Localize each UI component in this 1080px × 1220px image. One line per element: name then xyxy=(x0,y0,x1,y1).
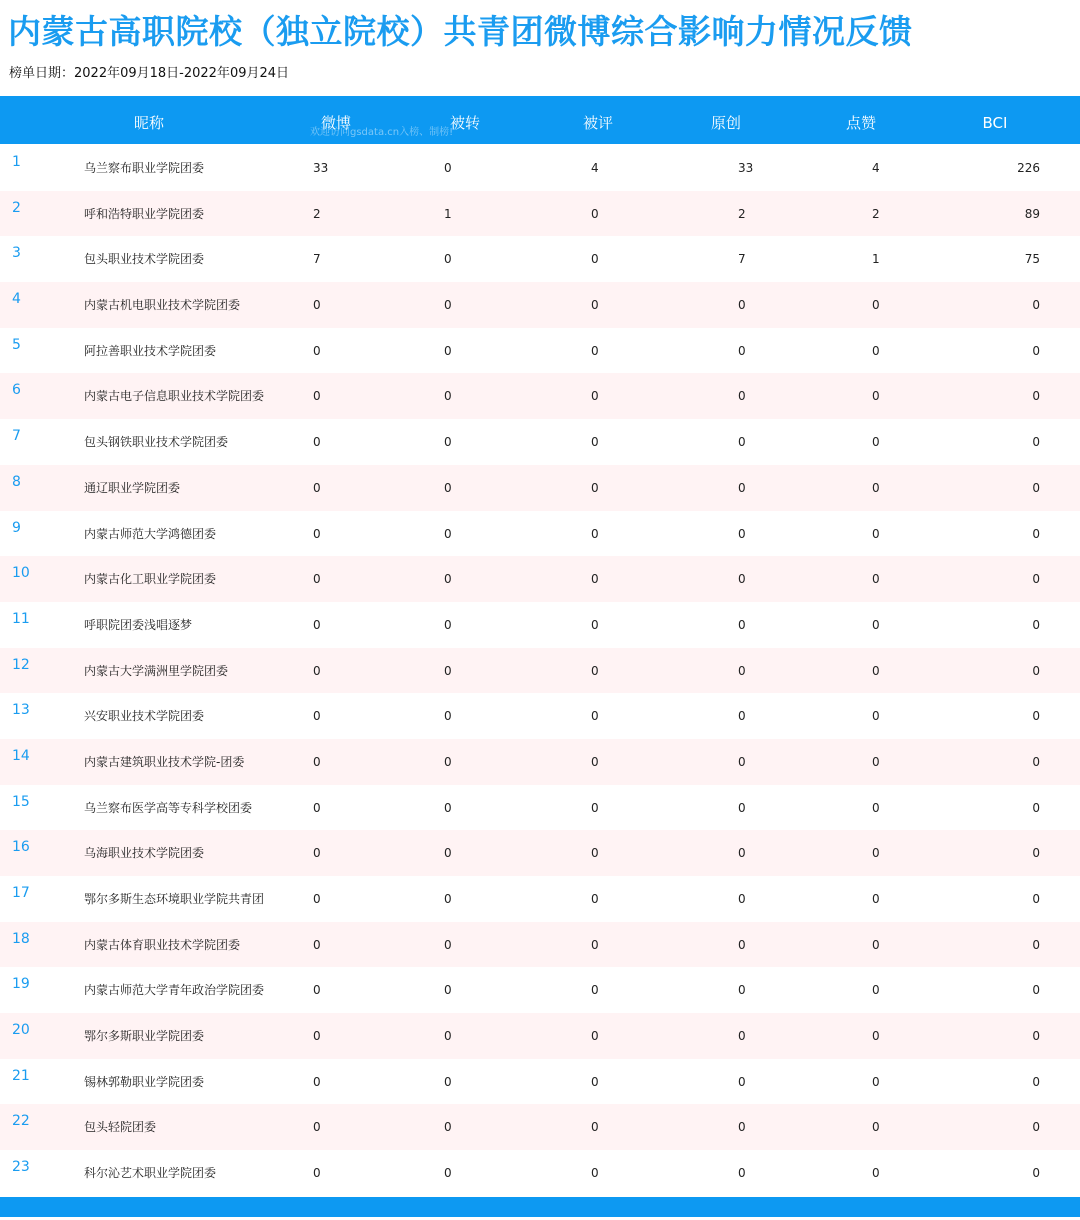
header-bci: BCI xyxy=(982,114,1008,132)
repost-count: 0 xyxy=(444,617,452,632)
weibo-count: 0 xyxy=(313,1166,321,1181)
like-count: 0 xyxy=(872,983,880,998)
weibo-count: 0 xyxy=(313,1074,321,1089)
account-name: 鄂尔多斯职业学院团委 xyxy=(84,1029,205,1044)
weibo-count: 0 xyxy=(313,572,321,587)
bci-score: 0 xyxy=(1032,663,1040,678)
original-count: 0 xyxy=(738,1029,746,1044)
like-count: 0 xyxy=(872,800,880,815)
table-row xyxy=(0,648,1080,694)
like-count: 0 xyxy=(872,1120,880,1135)
table-row xyxy=(0,236,1080,282)
repost-count: 0 xyxy=(444,161,452,175)
bci-score: 0 xyxy=(1032,526,1040,541)
comment-count: 0 xyxy=(591,572,599,587)
original-count: 0 xyxy=(738,892,746,906)
date-range: 榜单日期：2022年09月18日-2022年09月24日 xyxy=(9,66,290,81)
comment-count: 0 xyxy=(591,754,599,769)
like-count: 0 xyxy=(872,1166,880,1181)
page-title: 内蒙古高职院校（独立院校）共青团微博综合影响力情况反馈 xyxy=(8,12,913,51)
bci-score: 0 xyxy=(1032,892,1040,906)
weibo-count: 0 xyxy=(313,800,321,815)
repost-count: 0 xyxy=(444,937,452,952)
like-count: 2 xyxy=(872,206,880,221)
bci-score: 0 xyxy=(1032,983,1040,998)
repost-count: 0 xyxy=(444,252,452,267)
original-count: 0 xyxy=(738,526,746,541)
table-footer-bar xyxy=(0,1197,1080,1217)
weibo-count: 2 xyxy=(313,206,321,221)
bci-score: 0 xyxy=(1032,343,1040,358)
account-name: 内蒙古电子信息职业技术学院团委 xyxy=(84,389,265,404)
table-row xyxy=(0,967,1080,1013)
original-count: 0 xyxy=(738,937,746,952)
table-row xyxy=(0,876,1080,922)
comment-count: 0 xyxy=(591,663,599,678)
bci-score: 0 xyxy=(1032,298,1040,313)
bci-score: 0 xyxy=(1032,846,1040,861)
comment-count: 0 xyxy=(591,343,599,358)
repost-count: 0 xyxy=(444,1166,452,1181)
comment-count: 0 xyxy=(591,937,599,952)
rank-number: 3 xyxy=(12,245,21,262)
repost-count: 0 xyxy=(444,892,452,906)
like-count: 0 xyxy=(872,663,880,678)
original-count: 0 xyxy=(738,572,746,587)
rank-number: 5 xyxy=(12,336,21,353)
rank-number: 22 xyxy=(12,1113,30,1130)
header-weibo: 微博 xyxy=(320,114,352,132)
weibo-count: 0 xyxy=(313,298,321,313)
original-count: 0 xyxy=(738,1166,746,1181)
repost-count: 0 xyxy=(444,480,452,495)
like-count: 0 xyxy=(872,617,880,632)
rank-number: 21 xyxy=(12,1067,30,1084)
table-row xyxy=(0,1013,1080,1059)
rank-number: 13 xyxy=(12,702,30,719)
comment-count: 0 xyxy=(591,892,599,906)
watermark-text: 欢迎访问gsdata.cn入榜、制榜! xyxy=(310,127,454,138)
account-name: 通辽职业学院团委 xyxy=(84,480,181,495)
weibo-count: 0 xyxy=(313,480,321,495)
account-name: 内蒙古机电职业技术学院团委 xyxy=(84,298,241,313)
comment-count: 0 xyxy=(591,709,599,724)
bci-score: 0 xyxy=(1032,435,1040,450)
original-count: 0 xyxy=(738,1074,746,1089)
rank-number: 12 xyxy=(12,656,30,673)
original-count: 0 xyxy=(738,800,746,815)
bci-score: 0 xyxy=(1032,800,1040,815)
rank-number: 7 xyxy=(12,428,21,445)
table-row xyxy=(0,465,1080,511)
account-name: 乌海职业技术学院团委 xyxy=(84,846,205,861)
weibo-count: 0 xyxy=(313,1120,321,1135)
comment-count: 0 xyxy=(591,1166,599,1181)
rank-number: 10 xyxy=(12,565,30,582)
table-row xyxy=(0,739,1080,785)
original-count: 0 xyxy=(738,983,746,998)
original-count: 0 xyxy=(738,298,746,313)
rank-number: 17 xyxy=(12,885,30,901)
original-count: 0 xyxy=(738,480,746,495)
weibo-count: 0 xyxy=(313,343,321,358)
comment-count: 4 xyxy=(591,161,599,175)
account-name: 包头职业技术学院团委 xyxy=(84,252,205,267)
like-count: 0 xyxy=(872,937,880,952)
table-row xyxy=(0,282,1080,328)
repost-count: 0 xyxy=(444,343,452,358)
like-count: 4 xyxy=(872,161,880,175)
comment-count: 0 xyxy=(591,1074,599,1089)
rank-number: 16 xyxy=(12,839,30,856)
repost-count: 0 xyxy=(444,663,452,678)
header-comment: 被评 xyxy=(582,114,614,132)
comment-count: 0 xyxy=(591,298,599,313)
like-count: 0 xyxy=(872,298,880,313)
bci-score: 89 xyxy=(1024,206,1040,221)
like-count: 0 xyxy=(872,754,880,769)
rank-number: 6 xyxy=(12,382,21,399)
account-name: 科尔沁艺术职业学院团委 xyxy=(84,1166,217,1181)
rank-number: 20 xyxy=(12,1022,30,1039)
repost-count: 0 xyxy=(444,526,452,541)
account-name: 内蒙古建筑职业技术学院-团委 xyxy=(84,754,245,769)
repost-count: 0 xyxy=(444,389,452,404)
comment-count: 0 xyxy=(591,206,599,221)
comment-count: 0 xyxy=(591,1029,599,1044)
weibo-count: 0 xyxy=(313,983,321,998)
like-count: 0 xyxy=(872,572,880,587)
table-row xyxy=(0,556,1080,602)
account-name: 阿拉善职业技术学院团委 xyxy=(84,343,217,358)
rank-number: 9 xyxy=(12,519,21,536)
weibo-count: 0 xyxy=(313,1029,321,1044)
original-count: 7 xyxy=(738,252,746,267)
like-count: 0 xyxy=(872,343,880,358)
account-name: 内蒙古师范大学鸿德团委 xyxy=(84,526,217,541)
like-count: 0 xyxy=(872,389,880,404)
table-row xyxy=(0,328,1080,374)
account-name: 内蒙古体育职业技术学院团委 xyxy=(84,937,241,952)
rank-number: 11 xyxy=(12,610,30,627)
original-count: 0 xyxy=(738,709,746,724)
repost-count: 0 xyxy=(444,1029,452,1044)
like-count: 0 xyxy=(872,892,880,906)
weibo-count: 0 xyxy=(313,846,321,861)
repost-count: 0 xyxy=(444,572,452,587)
original-count: 0 xyxy=(738,754,746,769)
account-name: 兴安职业技术学院团委 xyxy=(84,709,205,724)
repost-count: 1 xyxy=(444,206,452,221)
comment-count: 0 xyxy=(591,617,599,632)
like-count: 0 xyxy=(872,1029,880,1044)
table-row xyxy=(0,145,1080,191)
bci-score: 0 xyxy=(1032,937,1040,952)
table-row xyxy=(0,1059,1080,1105)
weibo-count: 0 xyxy=(313,526,321,541)
weibo-count: 0 xyxy=(313,663,321,678)
comment-count: 0 xyxy=(591,846,599,861)
rank-number: 1 xyxy=(12,154,21,170)
bci-score: 0 xyxy=(1032,1029,1040,1044)
bci-score: 0 xyxy=(1032,572,1040,587)
weibo-count: 0 xyxy=(313,937,321,952)
original-count: 0 xyxy=(738,846,746,861)
comment-count: 0 xyxy=(591,480,599,495)
table-row xyxy=(0,419,1080,465)
repost-count: 0 xyxy=(444,1074,452,1089)
bci-score: 0 xyxy=(1032,1120,1040,1135)
like-count: 0 xyxy=(872,480,880,495)
original-count: 0 xyxy=(738,343,746,358)
header-like: 点赞 xyxy=(845,114,877,132)
weibo-count: 0 xyxy=(313,892,321,906)
table-body xyxy=(0,145,1080,1196)
account-name: 包头轻院团委 xyxy=(84,1120,157,1135)
like-count: 0 xyxy=(872,1074,880,1089)
rank-number: 8 xyxy=(12,473,21,490)
table-row xyxy=(0,511,1080,557)
table-row xyxy=(0,1104,1080,1150)
account-name: 包头钢铁职业技术学院团委 xyxy=(84,435,229,450)
like-count: 0 xyxy=(872,435,880,450)
rank-number: 23 xyxy=(12,1159,30,1176)
like-count: 0 xyxy=(872,709,880,724)
original-count: 0 xyxy=(738,435,746,450)
table-row xyxy=(0,922,1080,968)
account-name: 内蒙古师范大学青年政治学院团委 xyxy=(84,983,265,998)
comment-count: 0 xyxy=(591,1120,599,1135)
repost-count: 0 xyxy=(444,846,452,861)
like-count: 0 xyxy=(872,846,880,861)
repost-count: 0 xyxy=(444,754,452,769)
table-row xyxy=(0,373,1080,419)
original-count: 0 xyxy=(738,663,746,678)
repost-count: 0 xyxy=(444,435,452,450)
weibo-count: 0 xyxy=(313,435,321,450)
account-name: 锡林郭勒职业学院团委 xyxy=(84,1074,205,1089)
table-row xyxy=(0,191,1080,237)
bci-score: 0 xyxy=(1032,617,1040,632)
comment-count: 0 xyxy=(591,526,599,541)
repost-count: 0 xyxy=(444,298,452,313)
repost-count: 0 xyxy=(444,983,452,998)
original-count: 0 xyxy=(738,617,746,632)
account-name: 呼职院团委浅唱逐梦 xyxy=(84,617,193,632)
weibo-count: 0 xyxy=(313,754,321,769)
bci-score: 0 xyxy=(1032,709,1040,724)
header-repost: 被转 xyxy=(449,114,481,132)
repost-count: 0 xyxy=(444,800,452,815)
original-count: 0 xyxy=(738,389,746,404)
bci-score: 0 xyxy=(1032,1166,1040,1181)
account-name: 内蒙古化工职业学院团委 xyxy=(84,572,217,587)
weibo-count: 0 xyxy=(313,389,321,404)
account-name: 内蒙古大学满洲里学院团委 xyxy=(84,663,229,678)
rank-number: 15 xyxy=(12,793,30,810)
comment-count: 0 xyxy=(591,389,599,404)
bci-score: 75 xyxy=(1024,252,1040,267)
account-name: 乌兰察布职业学院团委 xyxy=(84,161,205,175)
rank-number: 19 xyxy=(12,976,30,993)
comment-count: 0 xyxy=(591,800,599,815)
rank-number: 4 xyxy=(12,291,21,308)
like-count: 1 xyxy=(872,252,880,267)
bci-score: 0 xyxy=(1032,480,1040,495)
table-row xyxy=(0,785,1080,831)
table-row xyxy=(0,693,1080,739)
header-nickname: 昵称 xyxy=(133,114,165,132)
header-original: 原创 xyxy=(710,114,742,132)
account-name: 呼和浩特职业学院团委 xyxy=(84,206,205,221)
original-count: 33 xyxy=(738,161,754,175)
bci-score: 226 xyxy=(1017,161,1040,175)
comment-count: 0 xyxy=(591,983,599,998)
rank-number: 14 xyxy=(12,747,30,764)
comment-count: 0 xyxy=(591,435,599,450)
original-count: 0 xyxy=(738,1120,746,1135)
repost-count: 0 xyxy=(444,709,452,724)
weibo-count: 0 xyxy=(313,709,321,724)
weibo-count: 0 xyxy=(313,617,321,632)
table-row xyxy=(0,830,1080,876)
comment-count: 0 xyxy=(591,252,599,267)
table-row xyxy=(0,602,1080,648)
bci-score: 0 xyxy=(1032,754,1040,769)
table-header xyxy=(0,96,1080,144)
weibo-count: 7 xyxy=(313,252,321,267)
account-name: 鄂尔多斯生态环境职业学院共青团 xyxy=(84,892,265,906)
like-count: 0 xyxy=(872,526,880,541)
table-row xyxy=(0,1150,1080,1196)
bci-score: 0 xyxy=(1032,389,1040,404)
repost-count: 0 xyxy=(444,1120,452,1135)
account-name: 乌兰察布医学高等专科学校团委 xyxy=(84,800,253,815)
weibo-count: 33 xyxy=(313,161,329,175)
original-count: 2 xyxy=(738,206,746,221)
rank-number: 18 xyxy=(12,930,30,947)
rank-number: 2 xyxy=(12,199,21,216)
bci-score: 0 xyxy=(1032,1074,1040,1089)
